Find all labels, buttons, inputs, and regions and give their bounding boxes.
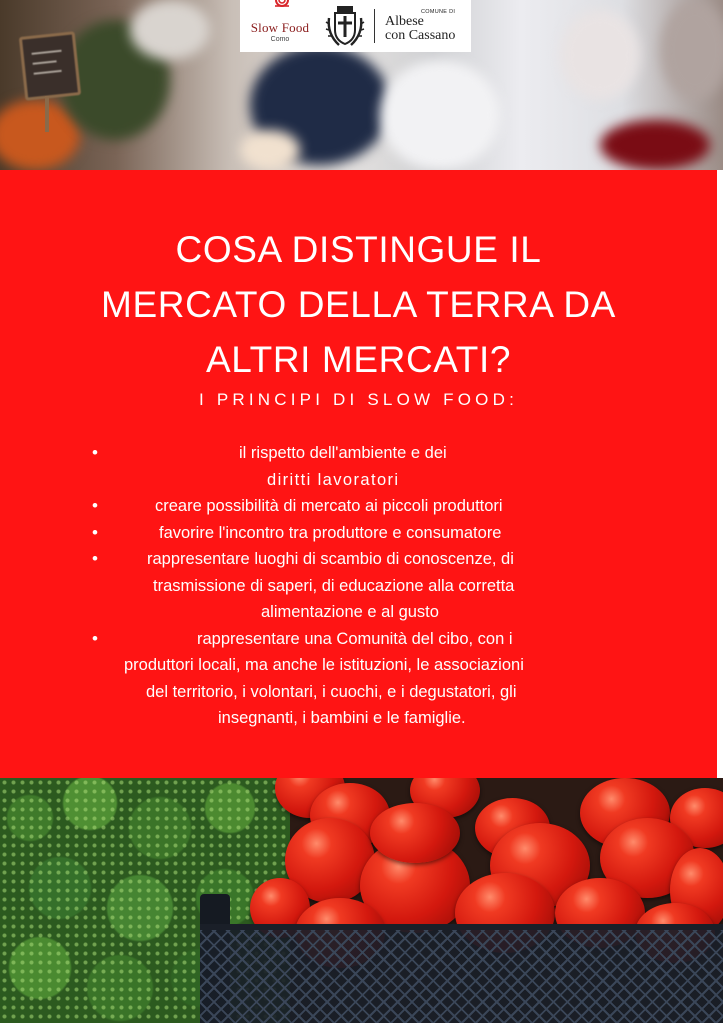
principle-item: [0, 440, 717, 493]
content-panel: [0, 170, 717, 778]
bullet: •: [92, 443, 98, 462]
principle-line: rappresentare una Comunità del cibo, con i: [197, 629, 513, 648]
principle-item: [0, 493, 717, 520]
slow-food-name: Slow Food: [250, 19, 310, 35]
title-line: MERCATO DELLA TERRA DA: [101, 284, 616, 325]
title-line: COSA DISTINGUE IL: [175, 229, 542, 270]
sign-stick: [45, 96, 49, 132]
logo-divider: [374, 9, 375, 43]
principle-line: creare possibilità di mercato ai piccoli produttori: [155, 497, 503, 515]
slow-food-city: Como: [270, 35, 290, 43]
bullet: •: [92, 496, 98, 515]
comune-name-line1: Albese: [385, 14, 424, 30]
bullet: •: [92, 522, 98, 542]
top-photo-market: [0, 0, 723, 170]
page-title: [0, 222, 717, 387]
black-crate: [200, 924, 723, 1023]
comune-label: COMUNE DI: [421, 8, 456, 15]
comune-logo: [379, 10, 455, 42]
principle-item: [0, 626, 717, 732]
bullet: •: [92, 628, 98, 648]
principle-line: alimentazione e al gusto: [261, 603, 439, 621]
snail-icon: [274, 0, 290, 8]
principle-line: rappresentare luoghi di scambio di conoscenze, di: [147, 550, 514, 568]
subtitle: I PRINCIPI DI SLOW FOOD:: [199, 390, 518, 409]
principles-list: [0, 440, 717, 732]
title-line: ALTRI MERCATI?: [205, 339, 512, 380]
principle-line: produttori locali, ma anche le istituzioni, le associazioni: [124, 656, 524, 674]
slow-food-logo: [240, 10, 320, 43]
principle-line: del territorio, i volontari, i cuochi, e i degustatori, gli: [146, 682, 517, 701]
bottom-photo-vegetables: [0, 778, 723, 1023]
header-logos: [240, 0, 471, 52]
principle-line: il rispetto dell'ambiente e dei: [239, 444, 447, 462]
comune-name-line2: con Cassano: [385, 27, 456, 43]
principle-item: [0, 520, 717, 547]
principle-item: [0, 546, 717, 626]
coat-of-arms-icon: [320, 4, 370, 48]
principle-line: trasmissione di saperi, di educazione alla corretta: [153, 576, 515, 595]
principle-line: favorire l'incontro tra produttore e consumatore: [159, 523, 502, 542]
principle-line: insegnanti, i bambini e le famiglie.: [218, 709, 466, 727]
principle-line: diritti lavoratori: [267, 470, 400, 489]
chalkboard-sign: [19, 31, 81, 101]
bullet: •: [92, 549, 98, 568]
